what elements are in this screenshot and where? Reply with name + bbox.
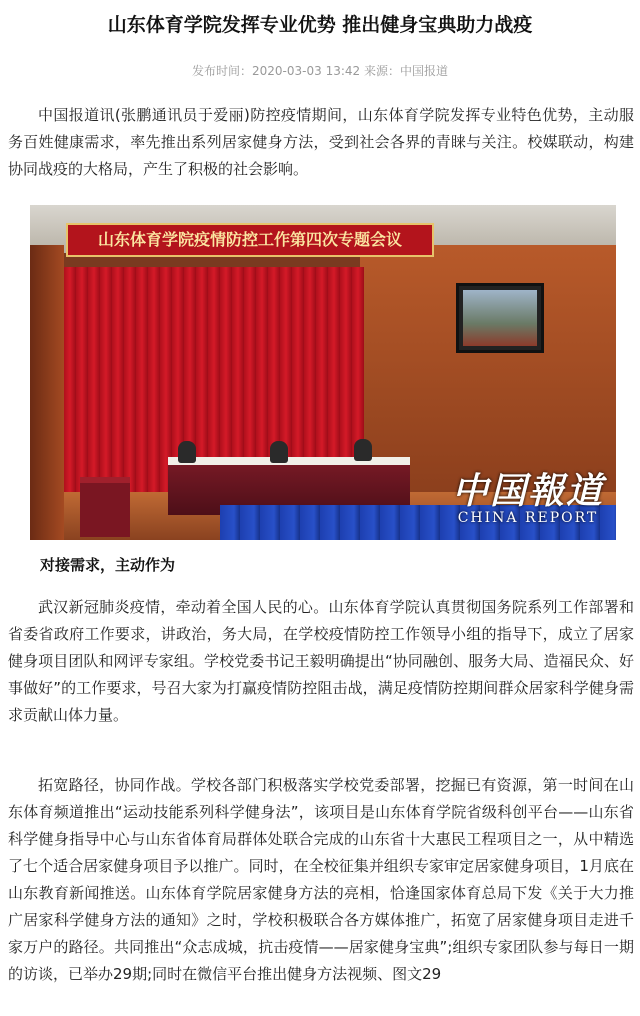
article-meta: 发布时间：2020-03-03 13:42 来源：中国报道 [192, 64, 448, 78]
video-screen [456, 283, 544, 353]
person [178, 441, 196, 463]
podium [80, 477, 130, 537]
article-title: 山东体育学院发挥专业优势 推出健身宝典助力战疫 [107, 14, 533, 36]
paragraph-intro: 中国报道讯(张鹏通讯员于爱丽)防控疫情期间，山东体育学院发挥专业特色优势，主动服务百姓健康需求，率先推出系列居家健身方法，受到社会各界的青睐与关注。校媒联动，构建协同战疫的大格局，产生了积极的社会影响。 [8, 106, 634, 178]
section-subheading: 对接需求，主动作为 [40, 556, 176, 574]
video-screen-content [463, 290, 537, 346]
watermark-cn: 中国報道 [451, 470, 604, 512]
meeting-banner: 山东体育学院疫情防控工作第四次专题会议 [66, 223, 434, 257]
article-photo [30, 205, 616, 540]
paragraph-paths: 拓宽路径，协同作战。学校各部门积极落实学校党委部署，挖掘已有资源，第一时间在山东体育频道推出“运动技能系列科学健身法”，该项目是山东体育学院省级科创平台——山东省科学健身指导中心与山东省体育局群体处联合完成的山东省十大惠民工程项目之一，从中精选了七个适合居家健身项目予以推广。同时，在全校征集并组织专家审定居家健身项目，1月底在山东教育新闻推送。山东体育学院居家健身方法的亮相，恰逢国家体育总局下发《关于大力推广居家科学健身方法的通知》之时，学校积极联合各方媒体推广，拓宽了居家健身项目走进千家万户的路径。共同推出“众志成城，抗击疫情——居家健身宝典”;组织专家团队参与每日一期的访谈，已举办29期;同时在微信平台推出健身方法视频、图文29 [8, 776, 634, 983]
watermark-en: CHINA REPORT [457, 510, 599, 526]
person [270, 441, 288, 463]
person [354, 439, 372, 461]
china-report-watermark [452, 472, 604, 526]
paragraph-needs: 武汉新冠肺炎疫情，牵动着全国人民的心。山东体育学院认真贯彻国务院系列工作部署和省委省政府工作要求，讲政治，务大局，在学校疫情防控工作领导小组的指导下，成立了居家健身项目团队和网评专家组。学校党委书记王毅明确提出“协同融创、服务大局、造福民众、好事做好”的工作要求，号召大家为打赢疫情防控阻击战，满足疫情防控期间群众居家科学健身需求贡献山体力量。 [8, 598, 634, 724]
photo-pillar [30, 245, 64, 540]
table-cloth [168, 457, 410, 465]
